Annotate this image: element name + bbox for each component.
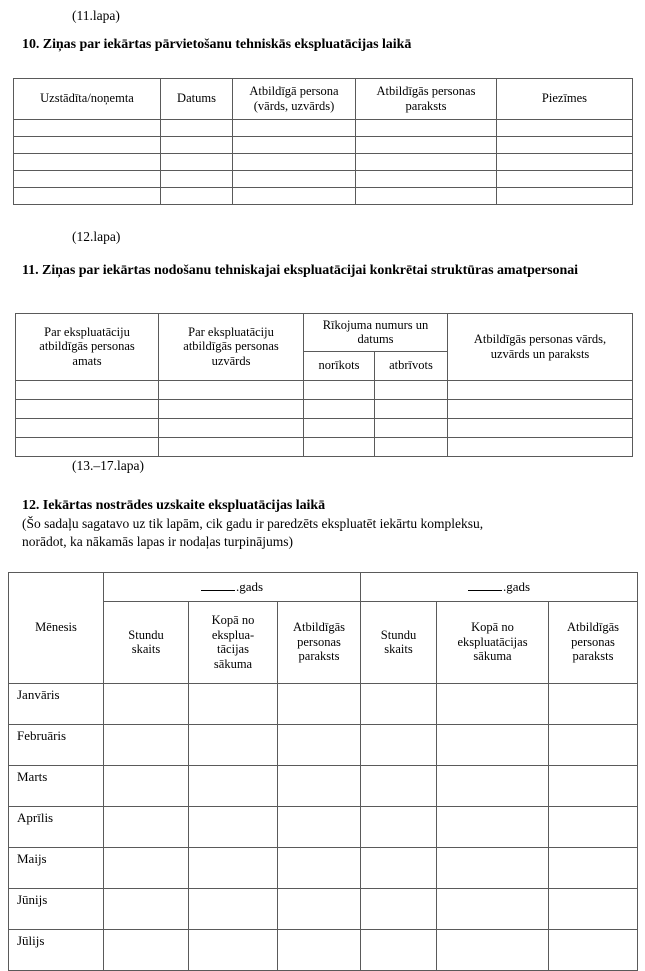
year-label: .gads — [502, 578, 531, 594]
cell-released[interactable] — [375, 438, 448, 457]
cell-hours-2[interactable] — [361, 766, 437, 807]
cell-total-2[interactable] — [437, 807, 549, 848]
cell-signature[interactable] — [356, 171, 497, 188]
column-header-responsible-person — [233, 79, 356, 120]
table-row — [16, 438, 633, 457]
header-line: datums — [357, 332, 394, 346]
cell-notes[interactable] — [497, 137, 633, 154]
cell-total-2[interactable] — [437, 848, 549, 889]
table-row — [9, 889, 638, 930]
cell-hours-1[interactable] — [104, 930, 189, 971]
header-line: uzvārds un paraksts — [490, 346, 590, 361]
cell-signature-1[interactable] — [278, 807, 361, 848]
header-line: Kopā no — [211, 613, 255, 627]
cell-signature-2[interactable] — [549, 807, 638, 848]
section-12-note — [22, 515, 622, 550]
cell-month-name: Janvāris — [9, 684, 104, 725]
cell-name-signature[interactable] — [448, 381, 633, 400]
cell-responsible-person[interactable] — [233, 120, 356, 137]
column-header-responsible-position — [16, 314, 159, 381]
cell-assigned[interactable] — [304, 419, 375, 438]
cell-position[interactable] — [16, 419, 159, 438]
header-line: Par ekspluatāciju — [188, 324, 274, 339]
cell-signature-1[interactable] — [278, 848, 361, 889]
header-line: Piezīmes — [541, 91, 588, 106]
table-body — [14, 120, 633, 205]
header-line: skaits — [131, 642, 161, 656]
column-header-hours-count-2 — [361, 602, 437, 684]
header-line: Atbildīgās — [292, 620, 346, 635]
cell-signature[interactable] — [356, 188, 497, 205]
table-row — [14, 154, 633, 171]
cell-total-1[interactable] — [189, 848, 278, 889]
table-header-row — [14, 79, 633, 120]
cell-month-name: Jūlijs — [9, 930, 104, 971]
cell-hours-2[interactable] — [361, 889, 437, 930]
header-line: Atbildīgā persona — [249, 84, 339, 98]
header-line: Stundu — [128, 627, 164, 642]
header-line: Datums — [177, 91, 216, 106]
cell-hours-1[interactable] — [104, 684, 189, 725]
cell-date[interactable] — [161, 171, 233, 188]
cell-month-name: Februāris — [9, 725, 104, 766]
header-line: Atbildīgās personas — [376, 84, 476, 98]
header-line: atbildīgās personas — [39, 339, 135, 354]
cell-signature-2[interactable] — [549, 848, 638, 889]
cell-notes[interactable] — [497, 154, 633, 171]
cell-total-2[interactable] — [437, 889, 549, 930]
cell-responsible-person[interactable] — [233, 154, 356, 171]
cell-surname[interactable] — [159, 381, 304, 400]
cell-signature[interactable] — [356, 154, 497, 171]
table-header-row-primary — [16, 314, 633, 352]
cell-installed-removed[interactable] — [14, 120, 161, 137]
page-caption-12: (12.lapa) — [72, 229, 121, 244]
column-header-date — [161, 79, 233, 120]
table-row — [9, 848, 638, 889]
cell-hours-2[interactable] — [361, 684, 437, 725]
cell-total-2[interactable] — [437, 766, 549, 807]
header-line: skaits — [384, 642, 413, 656]
table-row — [9, 766, 638, 807]
cell-total-2[interactable] — [437, 930, 549, 971]
cell-position[interactable] — [16, 400, 159, 419]
cell-hours-1[interactable] — [104, 766, 189, 807]
cell-month-name: Jūnijs — [9, 889, 104, 930]
cell-total-1[interactable] — [189, 889, 278, 930]
column-header-assigned: norīkots — [304, 352, 375, 381]
table-row — [14, 188, 633, 205]
header-line: paraksts — [405, 98, 447, 113]
cell-responsible-person[interactable] — [233, 171, 356, 188]
header-line: Rīkojuma numurs un — [322, 317, 429, 332]
cell-hours-2[interactable] — [361, 848, 437, 889]
year-blank-line-1[interactable] — [201, 580, 235, 591]
table-row — [14, 171, 633, 188]
cell-surname[interactable] — [159, 419, 304, 438]
operating-hours-table — [8, 572, 638, 971]
table-row — [16, 419, 633, 438]
column-header-responsible-person-signature — [356, 79, 497, 120]
cell-signature-1[interactable] — [278, 766, 361, 807]
cell-signature-1[interactable] — [278, 930, 361, 971]
cell-total-1[interactable] — [189, 684, 278, 725]
cell-responsible-person[interactable] — [233, 188, 356, 205]
cell-installed-removed[interactable] — [14, 188, 161, 205]
column-header-hours-count-1 — [104, 602, 189, 684]
cell-date[interactable] — [161, 120, 233, 137]
cell-month-name: Aprīlis — [9, 807, 104, 848]
cell-month-name: Marts — [9, 766, 104, 807]
header-line: uzvārds — [211, 353, 251, 368]
cell-signature-1[interactable] — [278, 725, 361, 766]
year-label: .gads — [235, 578, 264, 594]
header-line: amats — [72, 353, 102, 368]
cell-signature-1[interactable] — [278, 889, 361, 930]
cell-surname[interactable] — [159, 438, 304, 457]
table-row — [9, 930, 638, 971]
cell-installed-removed[interactable] — [14, 154, 161, 171]
cell-released[interactable] — [375, 419, 448, 438]
cell-hours-1[interactable] — [104, 725, 189, 766]
cell-assigned[interactable] — [304, 400, 375, 419]
section-11-heading: 11. Ziņas par iekārtas nodošanu tehniskajai ekspluatācijai konkrētai struktūras amatpersonai — [22, 263, 579, 278]
table-header-row-year — [9, 573, 638, 602]
header-line: Atbildīgās — [566, 620, 620, 635]
header-line: tācijas — [217, 642, 249, 656]
cell-notes[interactable] — [497, 188, 633, 205]
cell-installed-removed[interactable] — [14, 137, 161, 154]
cell-date[interactable] — [161, 137, 233, 154]
header-line: paraksts — [572, 649, 614, 664]
cell-signature-2[interactable] — [549, 930, 638, 971]
column-header-total-since-start-2 — [437, 602, 549, 684]
table-row — [16, 400, 633, 419]
cell-released[interactable] — [375, 381, 448, 400]
column-header-month: Mēnesis — [9, 573, 104, 684]
header-line: Par ekspluatāciju — [44, 324, 130, 339]
cell-name-signature[interactable] — [448, 419, 633, 438]
table-body — [9, 684, 638, 971]
cell-name-signature[interactable] — [448, 438, 633, 457]
cell-installed-removed[interactable] — [14, 171, 161, 188]
header-line: paraksts — [298, 649, 340, 664]
header-line: sākuma — [213, 656, 253, 671]
cell-notes[interactable] — [497, 171, 633, 188]
equipment-handover-table — [15, 313, 633, 457]
table-row — [16, 381, 633, 400]
cell-released[interactable] — [375, 400, 448, 419]
cell-assigned[interactable] — [304, 381, 375, 400]
cell-hours-2[interactable] — [361, 930, 437, 971]
header-line: Stundu — [380, 627, 417, 642]
column-header-order-number-and-date — [304, 314, 448, 352]
header-line: Uzstādīta/noņemta — [40, 91, 134, 106]
cell-hours-2[interactable] — [361, 725, 437, 766]
cell-signature[interactable] — [356, 137, 497, 154]
column-header-year-group-1 — [104, 573, 361, 602]
cell-date[interactable] — [161, 154, 233, 171]
header-line: ekspluatācijas — [457, 634, 528, 649]
table-row — [9, 684, 638, 725]
cell-total-2[interactable] — [437, 725, 549, 766]
cell-notes[interactable] — [497, 120, 633, 137]
column-header-year-group-2 — [361, 573, 638, 602]
year-blank-line-2[interactable] — [468, 580, 502, 591]
cell-position[interactable] — [16, 438, 159, 457]
table-row — [14, 120, 633, 137]
equipment-relocation-table — [13, 78, 633, 205]
table-row — [14, 137, 633, 154]
page-caption-11: (11.lapa) — [72, 8, 120, 23]
cell-signature-1[interactable] — [278, 684, 361, 725]
column-header-total-since-start-1 — [189, 602, 278, 684]
cell-hours-1[interactable] — [104, 848, 189, 889]
cell-signature-2[interactable] — [549, 725, 638, 766]
page-caption-13-17: (13.–17.lapa) — [72, 458, 144, 473]
table-row — [9, 807, 638, 848]
cell-total-1[interactable] — [189, 930, 278, 971]
cell-responsible-person[interactable] — [233, 137, 356, 154]
cell-name-signature[interactable] — [448, 400, 633, 419]
header-line: Kopā no — [471, 620, 514, 635]
cell-position[interactable] — [16, 381, 159, 400]
header-line: eksplua- — [211, 627, 255, 642]
cell-total-1[interactable] — [189, 766, 278, 807]
cell-total-1[interactable] — [189, 725, 278, 766]
table-body — [16, 381, 633, 457]
section-12-heading: 12. Iekārtas nostrādes uzskaite ekspluatācijas laikā — [22, 498, 326, 513]
header-line: personas — [297, 634, 341, 649]
table-header-row-columns — [9, 602, 638, 684]
cell-surname[interactable] — [159, 400, 304, 419]
column-header-installed-removed — [14, 79, 161, 120]
header-line: sākuma — [473, 649, 512, 664]
cell-total-1[interactable] — [189, 807, 278, 848]
header-line: (vārds, uzvārds) — [253, 98, 335, 113]
cell-signature-2[interactable] — [549, 684, 638, 725]
cell-month-name: Maijs — [9, 848, 104, 889]
cell-signature-2[interactable] — [549, 889, 638, 930]
cell-signature[interactable] — [356, 120, 497, 137]
table-row — [9, 725, 638, 766]
cell-hours-1[interactable] — [104, 889, 189, 930]
column-header-responsible-surname — [159, 314, 304, 381]
cell-signature-2[interactable] — [549, 766, 638, 807]
section-10-heading: 10. Ziņas par iekārtas pārvietošanu tehniskās ekspluatācijas laikā — [22, 37, 412, 52]
column-header-signature-1 — [278, 602, 361, 684]
header-line: personas — [571, 634, 615, 649]
column-header-signature-2 — [549, 602, 638, 684]
cell-total-2[interactable] — [437, 684, 549, 725]
cell-hours-1[interactable] — [104, 807, 189, 848]
cell-date[interactable] — [161, 188, 233, 205]
header-line: atbildīgās personas — [183, 339, 279, 354]
column-header-notes — [497, 79, 633, 120]
column-header-released: atbrīvots — [375, 352, 448, 381]
note-line: (Šo sadaļu sagatavo uz tik lapām, cik gadu ir paredzēts ekspluatēt iekārtu kompleksu, — [22, 516, 484, 531]
column-header-responsible-name-signature — [448, 314, 633, 381]
note-line: norādot, ka nākamās lapas ir nodaļas turpinājums) — [22, 533, 294, 549]
cell-hours-2[interactable] — [361, 807, 437, 848]
cell-assigned[interactable] — [304, 438, 375, 457]
header-line: Atbildīgās personas vārds, — [473, 332, 607, 346]
